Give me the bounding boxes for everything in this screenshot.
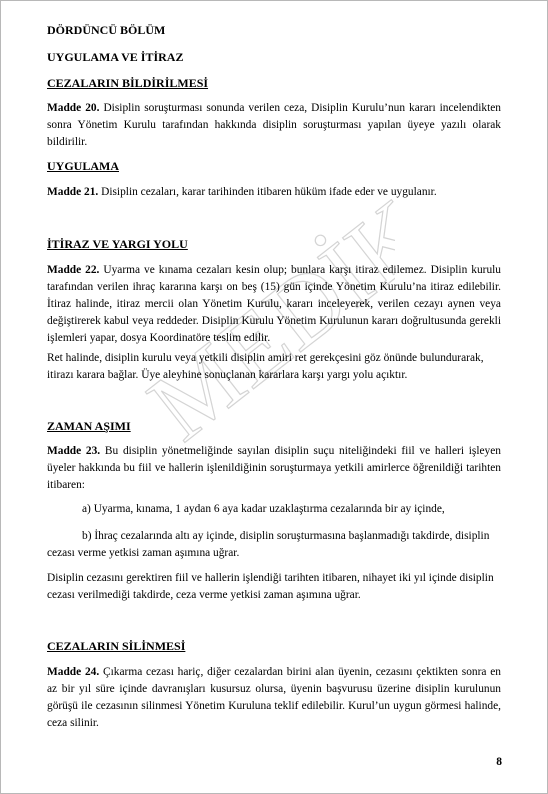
article-21-text: Disiplin cezaları, karar tarihinden itibaren hüküm ifade eder ve uygulanır.: [98, 186, 437, 198]
section-heading-deletion: CEZALARIN SİLİNMESİ: [47, 639, 186, 653]
watermark-text: MEDİKİM: [129, 178, 395, 448]
article-20-text: Disiplin soruşturması sonunda verilen ceza, Disiplin Kurulu’nun kararı incelendikten sonra Yönetim Kurulu tarafından hakkında disiplin soruşturması yapılan üyeye yazılı olarak bildirilir.: [47, 102, 501, 148]
article-20-label: Madde 20.: [47, 102, 100, 114]
list-item-b: b) İhraç cezalarında altı ay içinde, disiplin soruşturmasına başlanmadığı takdirde, disiplin cezası verme yetkisi zaman aşımına uğrar.: [47, 530, 490, 559]
article-20: [47, 100, 501, 151]
article-24: [47, 664, 501, 732]
article-23-text: Bu disiplin yönetmeliğinde sayılan disiplin suçu niteliğindeki fiil ve halleri işleyen üyeler hakkında bu fiil ve hallerin işlenildiğinin soruşturmaya yetkili amirlerce öğrenildiği tarihten itibaren:: [47, 445, 502, 491]
section-heading-application: UYGULAMA: [47, 159, 119, 173]
page-number: 8: [496, 756, 502, 768]
article-22-paragraph-2: Ret halinde, disiplin kurulu veya yetkili disiplin amiri ret gerekçesini göz önünde bulundurarak, itirazı karara bağlar. Üye aleyhine sonuçlanan kararlara karşı yargı yolu açıktır.: [47, 352, 484, 381]
article-24-text: Çıkarma cezası hariç, diğer cezalardan birini alan üyenin, cezasını çektikten sonra en az bir yıl süre içinde davranışları kusursuz olursa, üyenin başvurusu üzerine disiplin kurulunun görüşü ile cezasının silinmesi Yönetim Kuruluna teklif edilebilir. Kurul’un uygun görmesi halinde, ceza silinir.: [47, 666, 501, 729]
article-24-label: Madde 24.: [47, 666, 100, 678]
chapter-title: DÖRDÜNCÜ BÖLÜM: [47, 23, 166, 37]
article-21-label: Madde 21.: [47, 186, 99, 198]
article-22: [47, 262, 501, 347]
article-22-label: Madde 22.: [47, 264, 100, 276]
part-title: UYGULAMA VE İTİRAZ: [47, 50, 184, 64]
article-23-label: Madde 23.: [47, 445, 101, 457]
article-23-paragraph-2: Disiplin cezasını gerektiren fiil ve hallerin işlendiği tarihten itibaren, nihayet iki yıl içinde disiplin cezası verilmediği takdirde, ceza verme yetkisi zaman aşımına uğrar.: [47, 572, 494, 601]
section-heading-objection: İTİRAZ VE YARGI YOLU: [47, 237, 188, 251]
article-23: [47, 443, 501, 494]
article-21: [47, 184, 501, 201]
section-heading-limitation: ZAMAN AŞIMI: [47, 419, 131, 433]
list-item-a: a) Uyarma, kınama, 1 aydan 6 aya kadar uzaklaştırma cezalarında bir ay içinde,: [82, 503, 445, 515]
article-22-text: Uyarma ve kınama cezaları kesin olup; bunlara karşı itiraz edilemez. Disiplin kurulu tarafından verilen ihraç kararına karşı on beş (15) gün içinde Yönetim Kurulu’na itiraz edilebilir. İtiraz halinde, itiraz mercii olan Yönetim Kurulu, kararı inceleyerek, verilen cezayı aynen veya değiştirerek kabul veya reddeder. Disiplin Kurulu Yönetim Kurulunun kararı doğrultusunda gerekli işlemleri yapar, dosya Koordinatöre teslim edilir.: [47, 264, 501, 344]
section-heading-notification: CEZALARIN BİLDİRİLMESİ: [47, 76, 209, 90]
